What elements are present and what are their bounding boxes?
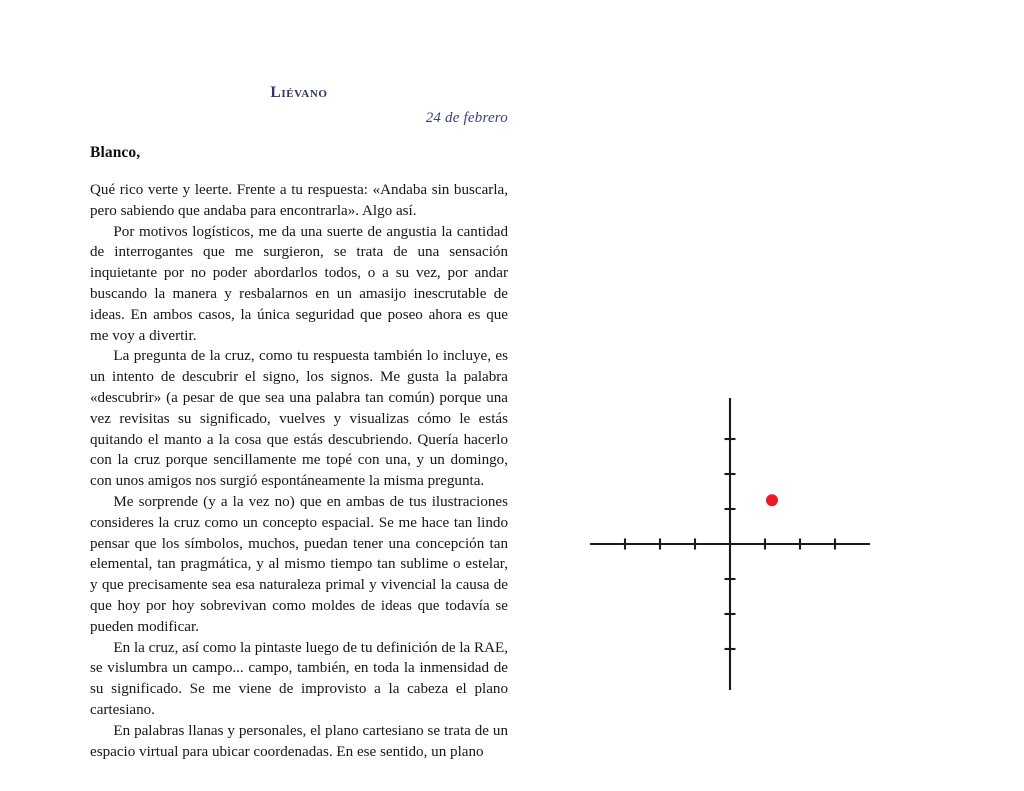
paragraph: En la cruz, así como la pintaste luego de tu definición de la RAE, se vislumbra un campo... campo, también, en toda la inmensidad de su significado. Se me viene de improvisto a la cabeza el plano cartesiano. [90,639,508,718]
data-points-group [766,494,778,506]
axes-group [590,398,870,690]
cartesian-plane-svg [588,414,878,690]
letter-header [90,84,508,127]
cartesian-plane-figure [588,414,878,690]
paragraph: La pregunta de la cruz, como tu respuesta también lo incluye, es un intento de descubrir el signo, los signos. Me gusta la palabra «descubrir» (a pesar de que sea una palabra tan común) porque una vez revisitas su significado, vuelves y visualizas cómo le estás quitando el manto a la cosa que estás descubriendo. Quería hacerlo con la cruz porque sencillamente me topé con una, y un domingo, con unos amigos nos surgió espontáneamente la misma pregunta. [90,348,508,490]
data-point [766,494,778,506]
paragraph: Qué rico verte y leerte. Frente a tu respuesta: «Andaba sin buscarla, pero sabiendo que andaba para encontrarla». Algo así. [90,182,508,219]
paragraph: Por motivos logísticos, me da una suerte de angustia la cantidad de interrogantes que me surgieron, se trata de una sensación inquietante por no poder abordarlos todos, o a su vez, por andar buscando la manera y resbalarnos en un amasijo inescrutable de ideas. En ambos casos, la única seguridad que poseo ahora es que me voy a divertir. [90,223,508,344]
letter-body [90,180,508,762]
author-name: Liévano [270,84,328,101]
paragraph: Me sorprende (y a la vez no) que en ambas de tus ilustraciones consideres la cruz como un concepto espacial. Se me hace tan lindo pensar que los símbolos, muchos, puedan tener una concepción tan elemental, tan pragmática, y al mismo tiempo tan sublime o estelar, y que precisamente sea esa naturaleza primal y vivencial la causa de que hoy por hoy sobrevivan como moldes de ideas que todavía se pueden modificar. [90,493,508,635]
salutation: Blanco, [90,144,141,161]
letter-date: 24 de febrero [425,110,508,127]
paragraph: En palabras llanas y personales, el plano cartesiano se trata de un espacio virtual para ubicar coordenadas. En ese sentido, un plano [90,722,508,760]
